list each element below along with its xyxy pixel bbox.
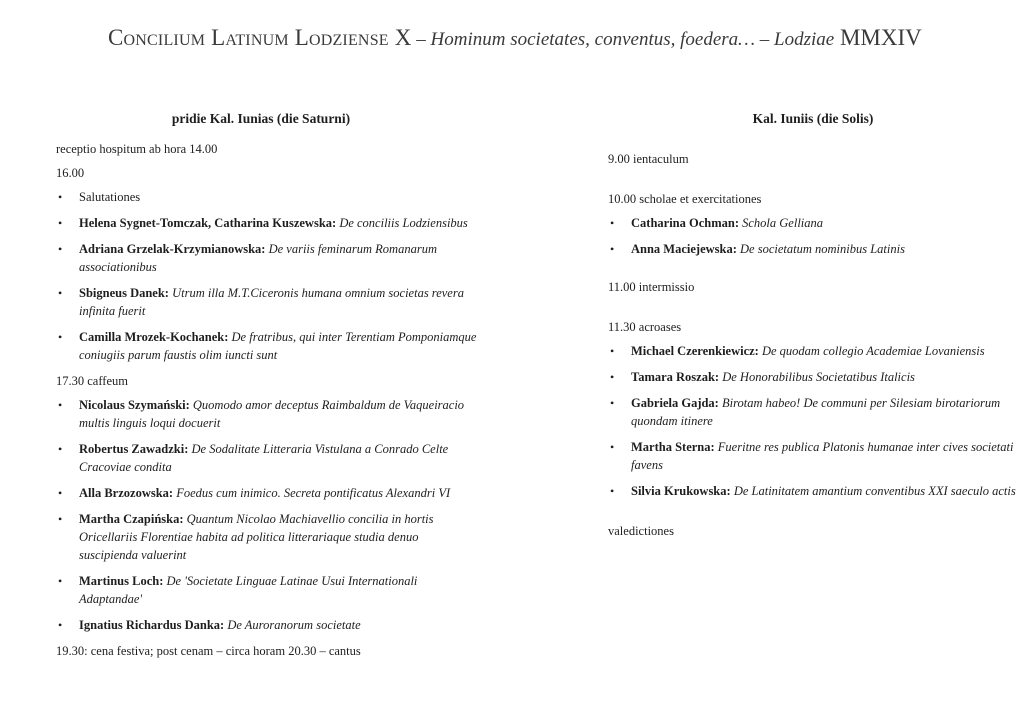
speaker-name: Catharina Ochman: <box>631 216 739 230</box>
day2-session1-label: 10.00 scholae et exercitationes <box>608 192 762 206</box>
speaker-name: Martinus Loch: <box>79 574 164 588</box>
talk-title: Foedus cum inimico. Secreta pontificatus Alexandri VI <box>176 486 451 500</box>
list-item <box>56 188 479 206</box>
speaker-name: Sbigneus Danek: <box>79 286 169 300</box>
day2-farewell: valedictiones <box>608 524 674 538</box>
list-item <box>56 510 479 564</box>
talk-title: De Auroranorum societate <box>227 618 361 632</box>
day2-breakfast: 9.00 ientaculum <box>608 152 689 166</box>
speaker-name: Gabriela Gajda: <box>631 396 719 410</box>
day1-session2-list <box>56 396 476 634</box>
list-item <box>56 284 479 320</box>
talk-title: De fratribus, qui inter Terentiam Pomponiamque coniugiis parum faustis olim iuncti sunt <box>79 330 477 362</box>
day1-title: pridie Kal. Iunias (die Saturni) <box>171 111 351 126</box>
day2-session2-label: 11.30 acroases <box>608 320 682 334</box>
list-item <box>56 328 479 364</box>
speaker-name: Martha Sterna: <box>631 440 715 454</box>
speaker-name: Nicolaus Szymański: <box>79 398 190 412</box>
talk-title: De 'Societate Linguae Latinae Usui Internationali Adaptandae' <box>79 574 418 606</box>
speaker-name: Camilla Mrozek-Kochanek: <box>79 330 229 344</box>
day1-intro: receptio hospitum ab hora 14.00 <box>56 142 218 156</box>
talk-title: Quomodo amor deceptus Raimbaldum de Vaqueiracio multis linguis loqui docuerit <box>79 398 465 430</box>
talk-title: De Sodalitate Litteraria Vistulana a Conrado Celte Cracoviae condita <box>79 442 449 474</box>
list-item <box>56 484 479 502</box>
day1-column <box>56 110 476 666</box>
speaker-name: Tamara Roszak: <box>631 370 720 384</box>
header-year: MMXIV <box>834 25 922 50</box>
list-item <box>608 214 1018 232</box>
header-subtitle: – Hominum societates, conventus, foedera… – Lodziae <box>411 29 835 50</box>
day2-session2-list <box>608 342 1018 500</box>
day2-session1-list <box>608 214 1018 258</box>
list-item <box>608 438 1018 474</box>
speaker-name: Adriana Grzelak-Krzymianowska: <box>79 242 266 256</box>
speaker-name: Alla Brzozowska: <box>79 486 174 500</box>
talk-title: De quodam collegio Academiae Lovaniensis <box>761 344 985 358</box>
speaker-name: Helena Sygnet-Tomczak, Catharina Kuszewska: <box>79 216 337 230</box>
speaker-name: Anna Maciejewska: <box>631 242 737 256</box>
list-item <box>56 572 479 608</box>
page-header <box>108 25 1008 51</box>
list-item <box>608 482 1018 500</box>
list-item <box>608 240 1018 258</box>
talk-title: De Honorabilibus Societatibus Italicis <box>722 370 915 384</box>
talk-title: Utrum illa M.T.Ciceronis humana omnium societas revera infinita fuerit <box>79 286 464 318</box>
day1-break: 17.30 caffeum <box>56 374 128 388</box>
list-item <box>608 368 1018 386</box>
day2-column <box>608 110 1018 546</box>
talk-title: De conciliis Lodziensibus <box>339 216 468 230</box>
talk-title: Quantum Nicolao Machiavellio concilia in hortis Oricellariis Florentiae habita ad politica litterariaque studia denuo suscipienda valuerint <box>79 512 434 562</box>
talk-title: Fueritne res publica Platonis humanae inter cives societati favens <box>631 440 1014 472</box>
list-item <box>56 240 479 276</box>
talk-title: Schola Gelliana <box>742 216 824 230</box>
talk-title: De variis feminarum Romanarum associationibus <box>79 242 437 274</box>
speaker-name: Robertus Zawadzki: <box>79 442 189 456</box>
list-item <box>56 214 479 232</box>
list-item <box>56 440 479 476</box>
day2-intermission: 11.00 intermissio <box>608 280 695 294</box>
speaker-name: Martha Czapińska: <box>79 512 184 526</box>
list-item <box>608 394 1018 430</box>
speaker-name: Ignatius Richardus Danka: <box>79 618 225 632</box>
item-plain: Salutationes <box>79 190 141 204</box>
talk-title: De Latinitatem amantium conventibus XXI saeculo actis <box>733 484 1016 498</box>
day1-session1-list <box>56 188 476 364</box>
day1-session1-time: 16.00 <box>56 166 85 180</box>
header-title: Concilium Latinum Lodziense X <box>108 25 412 50</box>
speaker-name: Silvia Krukowska: <box>631 484 731 498</box>
talk-title: De societatum nominibus Latinis <box>740 242 905 256</box>
day2-title: Kal. Iuniis (die Solis) <box>752 111 874 126</box>
list-item <box>56 616 479 634</box>
speaker-name: Michael Czerenkiewicz: <box>631 344 759 358</box>
day1-closing: 19.30: cena festiva; post cenam – circa horam 20.30 – cantus <box>56 644 361 658</box>
talk-title: Birotam habeo! De communi per Silesiam birotariorum quondam itinere <box>631 396 1001 428</box>
list-item <box>608 342 1018 360</box>
list-item <box>56 396 479 432</box>
